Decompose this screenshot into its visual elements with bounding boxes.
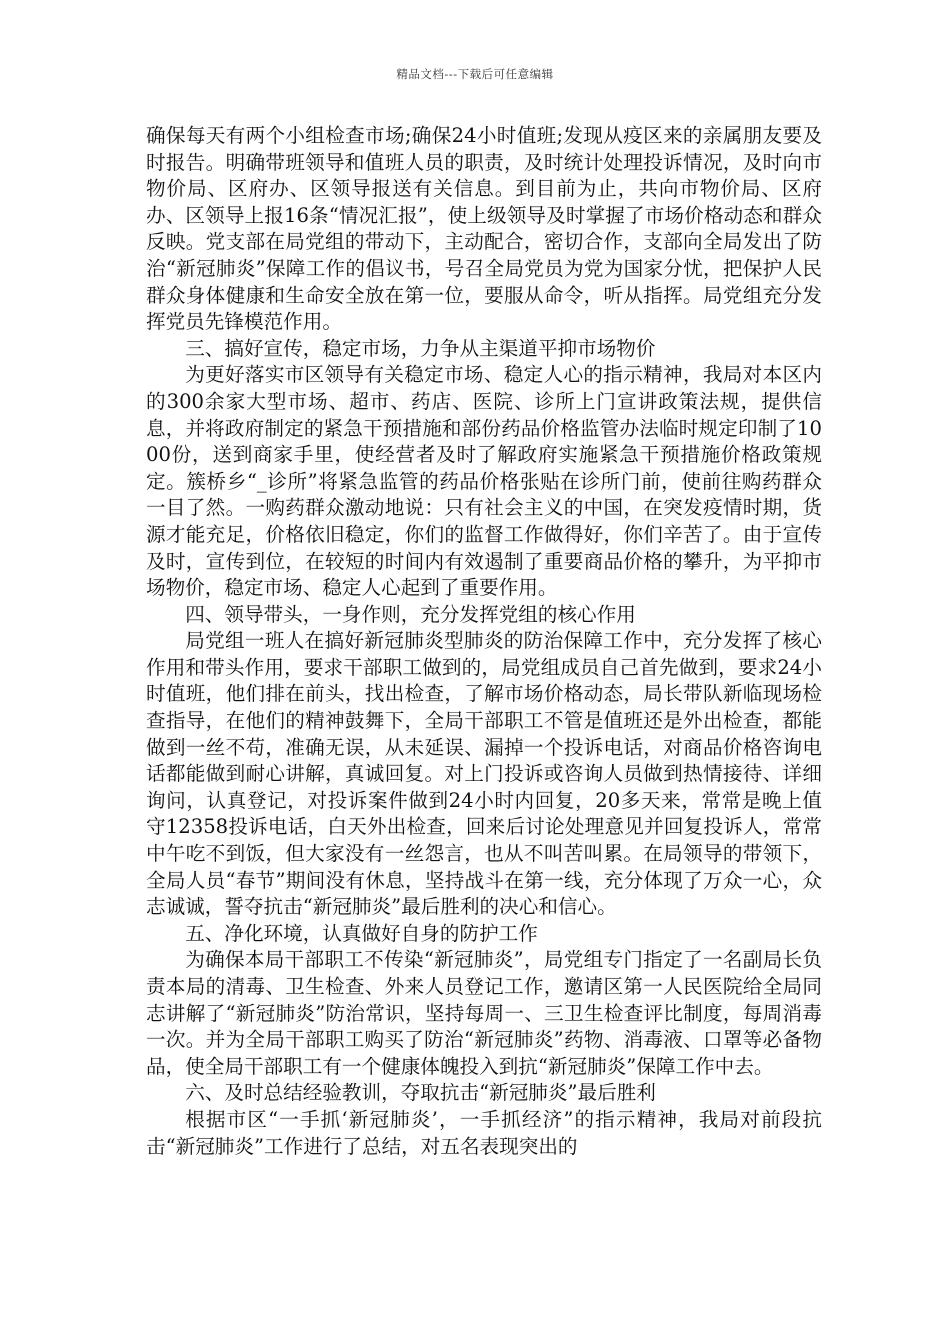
paragraph-continued: 确保每天有两个小组检查市场;确保24小时值班;发现从疫区来的亲属朋友要及时报告。明确带班领导和值班人员的职责，及时统计处理投诉情况，及时向市物价局、区府办、区领导报送有关信息。到目前为止，共向市物价局、区府办、区领导上报16条“情况汇报”，使上级领导及时掌握了市场价格动态和群众反映。党支部在局党组的带动下，主动配合，密切合作，支部向全局发出了防治“新冠肺炎”保障工作的倡议书，号召全局党员为党为国家分忧，把保护人民群众身体健康和生命安全放在第一位，要服从命令，听从指挥。局党组充分发挥党员先锋模范作用。: [146, 124, 822, 334]
section-heading-6: 六、及时总结经验教训，夺取抗击“新冠肺炎”最后胜利: [185, 1081, 656, 1105]
paragraph-section-6: 根据市区“一手抓‘新冠肺炎’，一手抓经济”的指示精神，我局对前段抗击“新冠肺炎”工作进行了总结，对五名表现突出的: [146, 1107, 822, 1158]
paragraph-section-4: 局党组一班人在搞好新冠肺炎型肺炎的防治保障工作中，充分发挥了核心作用和带头作用，要求干部职工做到的，局党组成员自己首先做到，要求24小时值班，他们排在前头，找出检查，了解市场价格动态，局长带队新临现场检查指导，在他们的精神鼓舞下，全局干部职工不管是值班还是外出检查，都能做到一丝不苟，准确无误，从未延误、漏掉一个投诉电话，对商品价格咨询电话都能做到耐心讲解，真诚回复。对上门投诉或咨询人员做到热情接待、详细询问，认真登记，对投诉案件做到24小时内回复，20多天来，常常是晚上值守12358投诉电话，白天外出检查，回来后讨论处理意见并回复投诉人，常常中午吃不到饭，但大家没有一丝怨言，也从不叫苦叫累。在局领导的带领下，全局人员“春节”期间没有休息，坚持战斗在第一线，充分体现了万众一心，众志诚诚，誓夺抗击“新冠肺炎”最后胜利的决心和信心。: [146, 629, 822, 919]
document-body: [146, 123, 822, 1160]
section-heading-4: 四、领导带头，一身作则，充分发挥党组的核心作用: [185, 602, 636, 626]
page-header: 精品文档---下载后可任意编辑: [396, 67, 554, 81]
section-heading-5: 五、净化环境，认真做好自身的防护工作: [185, 921, 538, 945]
paragraph-section-3: 为更好落实市区领导有关稳定市场、稳定人心的指示精神，我局对本区内的300余家大型市场、超市、药店、医院、诊所上门宣讲政策法规，提供信息，并将政府制定的紧急干预措施和部份药品价格监管办法临时规定印制了1000份，送到商家手里，使经营者及时了解政府实施紧急干预措施价格政策规定。簇桥乡“_诊所”将紧急监管的药品价格张贴在诊所门前，使前往购药群众一目了然。一购药群众激动地说：只有社会主义的中国，在突发疫情时期，货源才能充足，价格依旧稳定，你们的监督工作做得好，你们辛苦了。由于宣传及时，宣传到位，在较短的时间内有效遏制了重要商品价格的攀升，为平抑市场物价，稳定市场、稳定人心起到了重要作用。: [146, 363, 822, 600]
section-heading-3: 三、搞好宣传，稳定市场，力争从主渠道平抑市场物价: [185, 336, 656, 360]
paragraph-section-5: 为确保本局干部职工不传染“新冠肺炎”，局党组专门指定了一名副局长负责本局的清毒、卫生检查、外来人员登记工作，邀请区第一人民医院给全局同志讲解了“新冠肺炎”防治常识，坚持每周一、三卫生检查评比制度，每周消毒一次。并为全局干部职工购买了防治“新冠肺炎”药物、消毒液、口罩等必备物品，使全局干部职工有一个健康体魄投入到抗“新冠肺炎”保障工作中去。: [146, 948, 822, 1078]
